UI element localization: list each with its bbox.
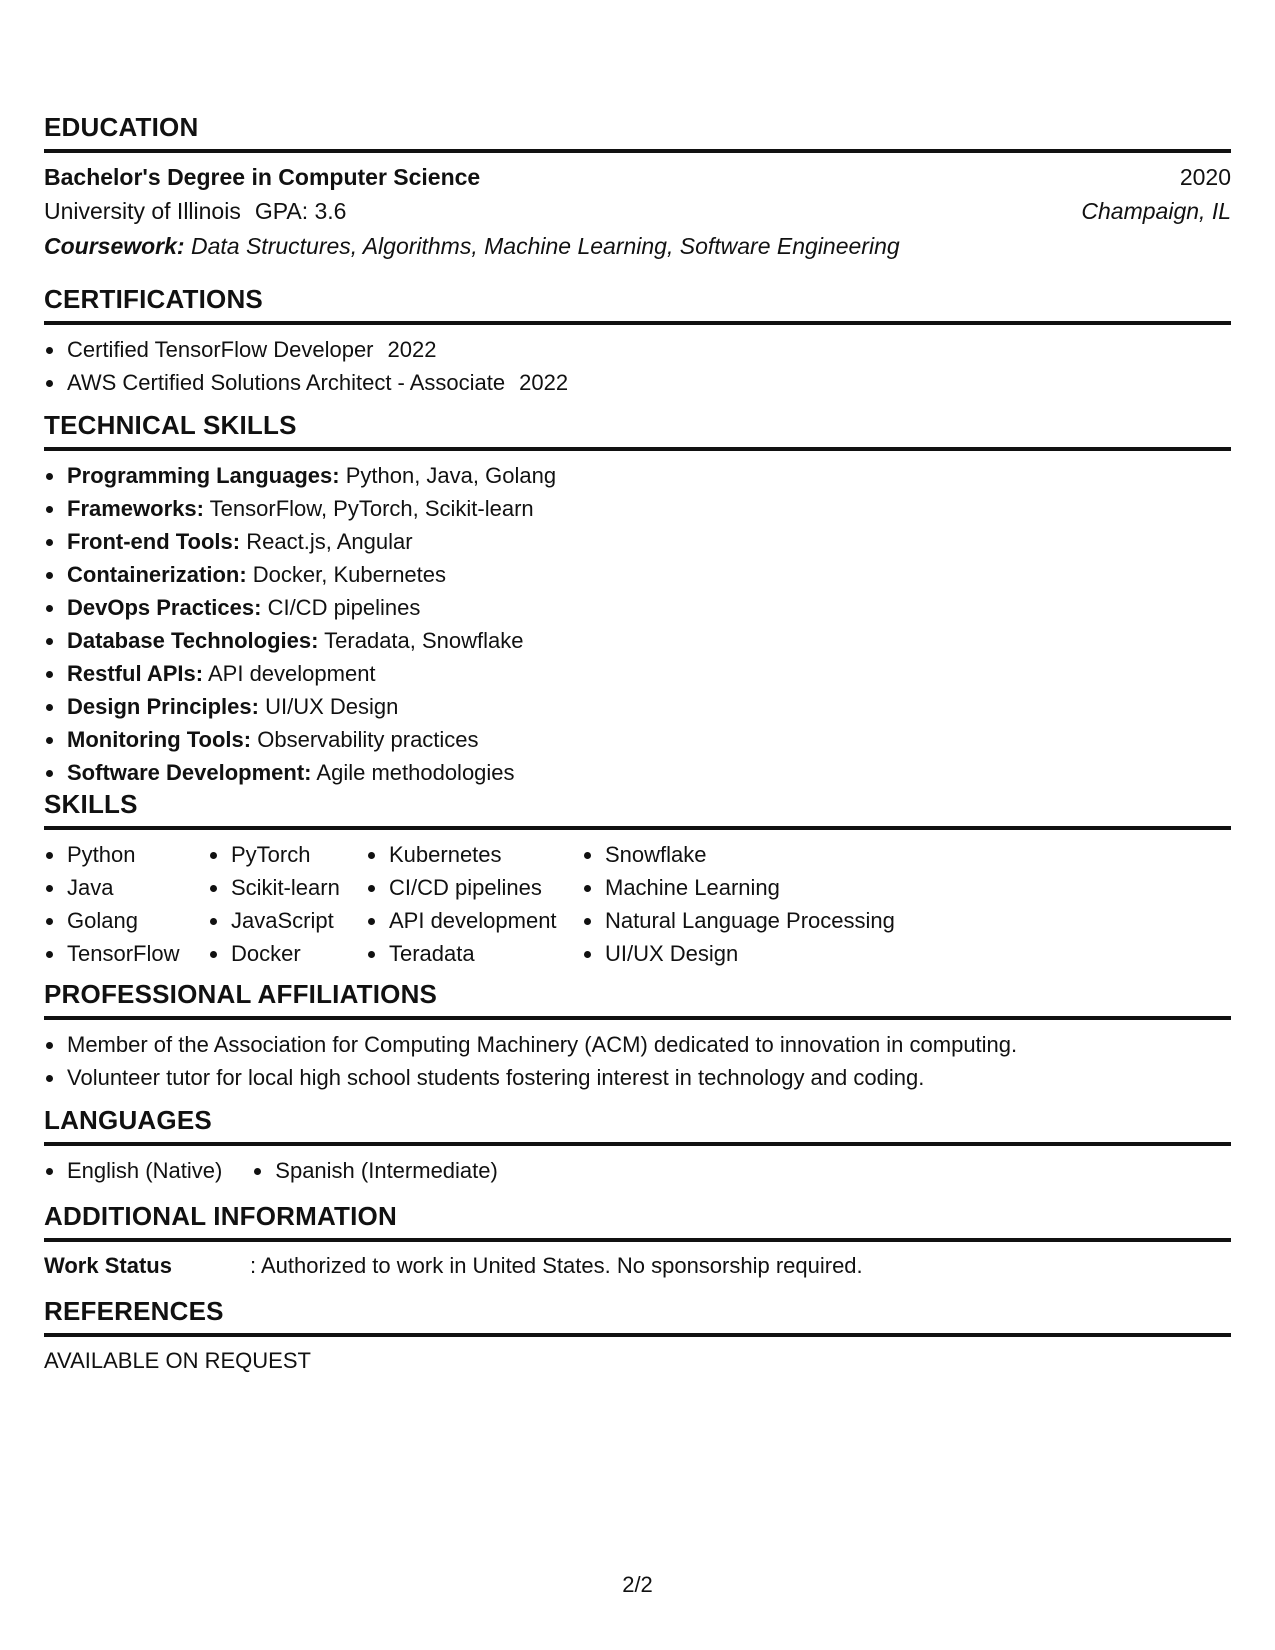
technical-skill-item: Front-end Tools: React.js, Angular bbox=[44, 525, 1231, 558]
education-section bbox=[44, 112, 1231, 263]
section-divider bbox=[44, 1016, 1231, 1020]
skill-item: Python bbox=[44, 838, 179, 871]
affiliations-heading: PROFESSIONAL AFFILIATIONS bbox=[44, 979, 438, 1009]
affiliations-section bbox=[44, 979, 1231, 1094]
skill-item: JavaScript bbox=[208, 904, 340, 937]
skill-item: Snowflake bbox=[582, 838, 895, 871]
graduation-year: 2020 bbox=[1179, 164, 1231, 190]
technical-skills-heading: TECHNICAL SKILLS bbox=[44, 410, 297, 440]
skill-item: API development bbox=[366, 904, 557, 937]
skill-item: Docker bbox=[208, 937, 340, 970]
section-divider bbox=[44, 1142, 1231, 1146]
skill-item: Natural Language Processing bbox=[582, 904, 895, 937]
technical-skill-item: Containerization: Docker, Kubernetes bbox=[44, 558, 1231, 591]
skills-heading: SKILLS bbox=[44, 789, 138, 819]
technical-skill-item: Frameworks: TensorFlow, PyTorch, Scikit-learn bbox=[44, 492, 1231, 525]
skill-item: Golang bbox=[44, 904, 179, 937]
section-divider bbox=[44, 1238, 1231, 1242]
coursework-list: Data Structures, Algorithms, Machine Learning, Software Engineering bbox=[190, 233, 900, 259]
skill-item: Kubernetes bbox=[366, 838, 557, 871]
skill-item: CI/CD pipelines bbox=[366, 871, 557, 904]
languages-heading: LANGUAGES bbox=[44, 1105, 212, 1135]
section-divider bbox=[44, 447, 1231, 451]
technical-skill-item: Monitoring Tools: Observability practices bbox=[44, 723, 1231, 756]
additional-info-section bbox=[44, 1201, 1231, 1283]
references-text: AVAILABLE ON REQUEST bbox=[44, 1348, 311, 1373]
technical-skill-item: Programming Languages: Python, Java, Golang bbox=[44, 459, 1231, 492]
skills-column bbox=[366, 838, 557, 970]
affiliation-item: Volunteer tutor for local high school students fostering interest in technology and coding. bbox=[44, 1061, 1231, 1094]
school-name: University of Illinois bbox=[44, 198, 241, 224]
section-divider bbox=[44, 826, 1231, 830]
technical-skill-item: Design Principles: UI/UX Design bbox=[44, 690, 1231, 723]
references-heading: REFERENCES bbox=[44, 1296, 224, 1326]
language-item: Spanish (Intermediate) bbox=[252, 1154, 498, 1187]
section-divider bbox=[44, 321, 1231, 325]
certification-item: Certified TensorFlow Developer 2022 bbox=[44, 333, 1231, 366]
school-location: Champaign, IL bbox=[1081, 198, 1231, 224]
affiliation-item: Member of the Association for Computing Machinery (ACM) dedicated to innovation in computing. bbox=[44, 1028, 1231, 1061]
education-heading: EDUCATION bbox=[44, 112, 199, 142]
skills-column bbox=[582, 838, 895, 970]
coursework-label: Coursework: bbox=[44, 233, 185, 259]
skills-column bbox=[208, 838, 340, 970]
skills-column bbox=[44, 838, 179, 970]
skill-item: Scikit-learn bbox=[208, 871, 340, 904]
technical-skill-item: Software Development: Agile methodologies bbox=[44, 756, 1231, 789]
technical-skill-item: DevOps Practices: CI/CD pipelines bbox=[44, 591, 1231, 624]
references-section bbox=[44, 1296, 1231, 1378]
technical-skill-item: Restful APIs: API development bbox=[44, 657, 1231, 690]
work-status-value: : Authorized to work in United States. No sponsorship required. bbox=[250, 1253, 863, 1278]
skill-item: TensorFlow bbox=[44, 937, 179, 970]
degree-title: Bachelor's Degree in Computer Science bbox=[44, 164, 481, 190]
certification-item: AWS Certified Solutions Architect - Associate 2022 bbox=[44, 366, 1231, 399]
skill-item: Teradata bbox=[366, 937, 557, 970]
skill-item: PyTorch bbox=[208, 838, 340, 871]
section-divider bbox=[44, 149, 1231, 153]
technical-skills-section bbox=[44, 410, 1231, 789]
certifications-heading: CERTIFICATIONS bbox=[44, 284, 263, 314]
work-status-label: Work Status bbox=[44, 1253, 172, 1278]
language-item: English (Native) bbox=[44, 1154, 222, 1187]
languages-section bbox=[44, 1105, 1231, 1187]
skills-section bbox=[44, 789, 1231, 970]
certifications-section bbox=[44, 284, 1231, 399]
skill-item: Machine Learning bbox=[582, 871, 895, 904]
skill-item: Java bbox=[44, 871, 179, 904]
gpa: GPA: 3.6 bbox=[254, 198, 347, 224]
skill-item: UI/UX Design bbox=[582, 937, 895, 970]
page-number: 2/2 bbox=[622, 1572, 653, 1597]
section-divider bbox=[44, 1333, 1231, 1337]
additional-info-heading: ADDITIONAL INFORMATION bbox=[44, 1201, 397, 1231]
technical-skill-item: Database Technologies: Teradata, Snowflake bbox=[44, 624, 1231, 657]
